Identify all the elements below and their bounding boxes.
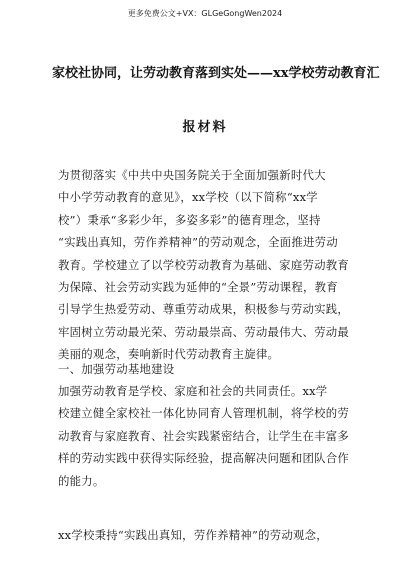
text-line: 动教育与家庭教育、社会实践紧密结合，让学生在丰富多 xyxy=(58,428,350,443)
section-heading-1 xyxy=(58,358,358,380)
text-line: 中小学劳动教育的意见》，xx学校（以下简称“xx学 xyxy=(58,190,318,205)
text-line: 校”）秉承“多彩少年，多姿多彩”的德育理念，坚持 xyxy=(58,212,321,227)
text-line: 校建立健全家校社一体化协同育人管理机制，将学校的劳 xyxy=(58,406,350,421)
text-line: 的能力。 xyxy=(58,473,105,488)
text-line: xx学校秉持“实践出真知，劳作养精神”的劳动观念， xyxy=(58,528,328,542)
text-line: 牢固树立劳动最光荣、劳动最崇高、劳动最伟大、劳动最 xyxy=(58,324,350,339)
header-note: 更多免费公文+VX：GLGeGongWen2024 xyxy=(127,9,283,18)
text-line: 为保障、社会劳动实践为延伸的“全景”劳动课程，教育 xyxy=(58,280,338,295)
text-line: 加强劳动教育是学校、家庭和社会的共同责任。xx学 xyxy=(58,384,328,398)
paragraph-intro xyxy=(58,164,358,366)
document-title-line-2: 报材料 xyxy=(182,120,228,135)
section-heading-text: 一、加强劳动基地建设 xyxy=(58,362,175,376)
text-line: “实践出真知，劳作养精神”的劳动观念，全面推进劳动 xyxy=(58,235,338,250)
paragraph-continuation xyxy=(58,524,358,546)
text-line: 引导学生热爱劳动、尊重劳动成果，积极参与劳动实践， xyxy=(58,302,350,317)
text-line: 样的劳动实践中获得实际经验，提高解决问题和团队合作 xyxy=(58,451,350,466)
text-line: 教育。学校建立了以学校劳动教育为基础、家庭劳动教育 xyxy=(58,257,350,272)
text-line: 为贯彻落实《中共中央国务院关于全面加强新时代大 xyxy=(58,168,326,182)
document-title-line-1: 家校社协同，让劳动教育落到实处——xx学校劳动教育汇 xyxy=(52,66,380,81)
paragraph-section-1 xyxy=(58,380,358,492)
text-line: 美丽的观念，奏响新时代劳动教育主旋律。 xyxy=(58,347,280,362)
